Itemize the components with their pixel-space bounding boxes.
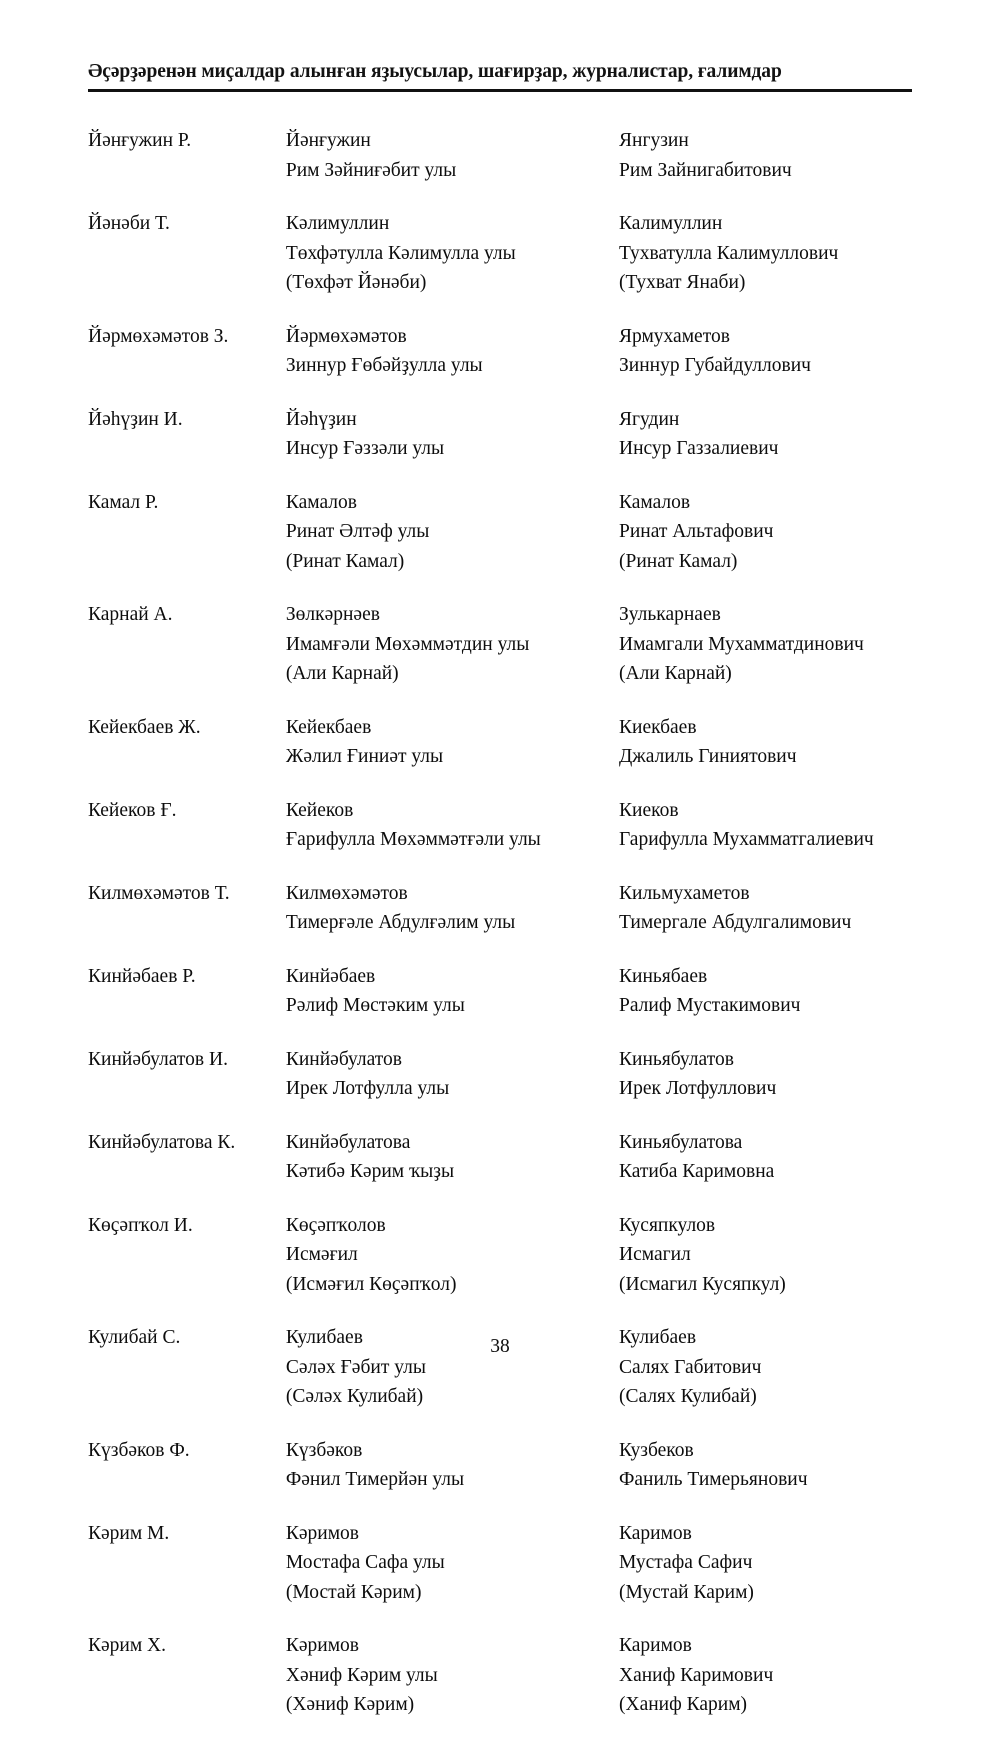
name-line: Ғарифулла Мөхәммәтғәли улы bbox=[285, 829, 541, 850]
entry-short-name bbox=[88, 1128, 286, 1211]
name-line: Ринат Әлтәф улы bbox=[285, 521, 430, 542]
name-line: Джалиль Гиниятович bbox=[619, 746, 797, 767]
name-line: Киньябулатова bbox=[619, 1131, 743, 1153]
name-line: Кәримов bbox=[285, 1522, 360, 1544]
name-line: Ягудин bbox=[619, 408, 680, 430]
name-line: Кәрим М. bbox=[88, 1522, 170, 1544]
name-line: Имамғәли Мөхәммәтдин улы bbox=[285, 633, 530, 655]
name-line: Кулибаев bbox=[619, 1327, 697, 1348]
name-line: Кинйәбулатова bbox=[285, 1131, 411, 1153]
name-line: Көҫәпҡол И. bbox=[88, 1214, 193, 1236]
name-line: Кейеков Ғ. bbox=[88, 799, 177, 821]
name-line: Рим Зайнигабитович bbox=[619, 159, 792, 181]
alias-line: (Исмагил Кусяпкул) bbox=[619, 1273, 786, 1295]
name-line: Сәләх Ғәбит улы bbox=[285, 1356, 426, 1378]
name-line: Имамгали Мухамматдинович bbox=[619, 633, 864, 655]
name-line: Кәлимуллин bbox=[285, 213, 390, 234]
name-line: Ринат Альтафович bbox=[619, 521, 774, 542]
name-line: Килмөхәмәтов Т. bbox=[88, 882, 230, 904]
name-line: Карнай А. bbox=[88, 604, 173, 625]
name-line: Кәрим Х. bbox=[88, 1635, 167, 1656]
entry-short-name bbox=[88, 322, 286, 405]
alias-line: (Ринат Камал) bbox=[619, 550, 738, 572]
name-line: Кильмухаметов bbox=[619, 882, 750, 904]
table-row bbox=[88, 600, 936, 713]
entry-russian-name bbox=[619, 126, 936, 209]
name-line: Кәримов bbox=[285, 1635, 360, 1656]
name-line: Каримов bbox=[619, 1522, 692, 1544]
entry-russian-name bbox=[619, 879, 936, 962]
entry-short-name bbox=[88, 126, 286, 209]
name-index-table bbox=[88, 126, 936, 1744]
entry-bashkir-name bbox=[286, 1045, 619, 1128]
alias-line: (Ринат Камал) bbox=[285, 550, 405, 572]
entry-russian-name bbox=[619, 600, 936, 713]
entry-short-name bbox=[88, 1045, 286, 1128]
name-line: Исмәғил bbox=[285, 1244, 358, 1265]
name-line: Киньябулатов bbox=[619, 1048, 734, 1070]
entry-short-name bbox=[88, 713, 286, 796]
entry-short-name bbox=[88, 405, 286, 488]
entry-bashkir-name bbox=[286, 488, 619, 601]
name-line: Кинйәбаев bbox=[285, 965, 376, 987]
name-line: Ирек Лотфулла улы bbox=[285, 1078, 450, 1099]
alias-line: (Исмәғил Көҫәпҡол) bbox=[285, 1273, 457, 1295]
entry-short-name bbox=[88, 1211, 286, 1324]
alias-line: (Салях Кулибай) bbox=[619, 1386, 757, 1407]
alias-line: (Али Карнай) bbox=[619, 663, 732, 684]
name-line: Кузбеков bbox=[619, 1439, 694, 1461]
entry-russian-name bbox=[619, 713, 936, 796]
entry-bashkir-name bbox=[286, 713, 619, 796]
entry-bashkir-name bbox=[286, 1211, 619, 1324]
name-line: Кинйәбулатов bbox=[285, 1048, 403, 1070]
name-line: Күзбәков bbox=[285, 1439, 363, 1461]
page-number: 38 bbox=[490, 1336, 510, 1357]
name-line: Төхфәтулла Кәлимулла улы bbox=[285, 242, 516, 264]
table-row bbox=[88, 126, 936, 209]
alias-line: (Мостай Кәрим) bbox=[285, 1581, 422, 1603]
table-row bbox=[88, 405, 936, 488]
entry-short-name bbox=[88, 600, 286, 713]
alias-line: (Тухват Янаби) bbox=[619, 272, 746, 293]
name-line: Янгузин bbox=[619, 130, 689, 151]
name-line: Киекбаев bbox=[619, 716, 697, 738]
entry-bashkir-name bbox=[286, 126, 619, 209]
name-line: Тухватулла Калимуллович bbox=[619, 242, 839, 264]
name-line: Жәлил Ғиниәт улы bbox=[285, 746, 444, 767]
table-row bbox=[88, 322, 936, 405]
entry-russian-name bbox=[619, 1436, 936, 1519]
table-row bbox=[88, 1128, 936, 1211]
name-line: Кусяпкулов bbox=[619, 1214, 716, 1236]
entry-russian-name bbox=[619, 405, 936, 488]
name-line: Ханиф Каримович bbox=[619, 1664, 774, 1686]
entry-bashkir-name bbox=[286, 405, 619, 488]
table-row bbox=[88, 1436, 936, 1519]
name-line: Тимерғәле Абдулғәлим улы bbox=[285, 912, 516, 933]
name-line: Йәһүҙин bbox=[285, 408, 357, 430]
entry-bashkir-name bbox=[286, 962, 619, 1045]
entry-bashkir-name bbox=[286, 1436, 619, 1519]
name-line: Камал Р. bbox=[88, 491, 159, 513]
entry-russian-name bbox=[619, 1045, 936, 1128]
name-line: Кейекбаев bbox=[285, 716, 372, 738]
name-line: Инсур Ғәззәли улы bbox=[285, 438, 445, 459]
name-line: Кулибай С. bbox=[88, 1327, 181, 1348]
name-line: Рим Зәйниғәбит улы bbox=[285, 159, 457, 181]
entry-russian-name bbox=[619, 209, 936, 322]
entry-bashkir-name bbox=[286, 879, 619, 962]
table-row bbox=[88, 1045, 936, 1128]
name-line: Көҫәпҡолов bbox=[285, 1214, 386, 1236]
entry-bashkir-name bbox=[286, 1631, 619, 1744]
header-divider bbox=[88, 89, 912, 92]
entry-short-name bbox=[88, 962, 286, 1045]
name-line: Ирек Лотфуллович bbox=[619, 1078, 777, 1099]
alias-line: (Сәләх Кулибай) bbox=[285, 1386, 424, 1407]
entry-bashkir-name bbox=[286, 209, 619, 322]
name-line: Мостафа Сафа улы bbox=[285, 1552, 445, 1573]
table-row bbox=[88, 1631, 936, 1744]
name-line: Йәнәби Т. bbox=[88, 213, 170, 234]
alias-line: (Хәниф Кәрим) bbox=[285, 1694, 415, 1715]
name-line: Фаниль Тимерьянович bbox=[619, 1469, 808, 1490]
table-row bbox=[88, 796, 936, 879]
table-row bbox=[88, 1211, 936, 1324]
table-row bbox=[88, 488, 936, 601]
entry-russian-name bbox=[619, 796, 936, 879]
entry-russian-name bbox=[619, 1631, 936, 1744]
table-row bbox=[88, 879, 936, 962]
name-line: Йәнғужин Р. bbox=[88, 130, 192, 151]
entry-short-name bbox=[88, 1631, 286, 1744]
name-line: Кейекбаев Ж. bbox=[88, 716, 201, 738]
name-line: Кинйәбулатова К. bbox=[88, 1131, 236, 1153]
entry-russian-name bbox=[619, 488, 936, 601]
name-line: Йәнғужин bbox=[285, 130, 371, 151]
name-line: Ярмухаметов bbox=[619, 325, 730, 347]
name-line: Фәнил Тимерйән улы bbox=[285, 1469, 465, 1490]
alias-line: (Мустай Карим) bbox=[619, 1581, 754, 1603]
entry-russian-name bbox=[619, 1519, 936, 1632]
name-line: Салях Габитович bbox=[619, 1356, 762, 1378]
name-line: Мустафа Сафич bbox=[619, 1552, 753, 1573]
name-line: Калимуллин bbox=[619, 213, 723, 234]
name-line: Кинйәбаев Р. bbox=[88, 965, 196, 987]
page-title: Әҫәрҙәренән миҫалдар алынған яҙыусылар, шағирҙар, журналистар, ғалимдар bbox=[88, 61, 782, 82]
name-line: Катиба Каримовна bbox=[619, 1161, 775, 1182]
name-line: Йәрмөхәмәтов bbox=[285, 325, 407, 347]
entry-bashkir-name bbox=[286, 600, 619, 713]
entry-russian-name bbox=[619, 962, 936, 1045]
entry-russian-name bbox=[619, 1128, 936, 1211]
entry-short-name bbox=[88, 209, 286, 322]
name-line: Йәрмөхәмәтов З. bbox=[88, 325, 229, 347]
entry-russian-name bbox=[619, 322, 936, 405]
page-header bbox=[88, 60, 912, 92]
alias-line: (Төхфәт Йәнәби) bbox=[285, 272, 427, 293]
name-line: Рәлиф Мөстәким улы bbox=[285, 995, 465, 1016]
name-line: Камалов bbox=[619, 491, 691, 513]
alias-line: (Ханиф Карим) bbox=[619, 1694, 748, 1715]
name-line: Тимергале Абдулгалимович bbox=[619, 912, 852, 933]
entry-short-name bbox=[88, 1519, 286, 1632]
index-rows bbox=[88, 126, 936, 1744]
name-line: Күзбәков Ф. bbox=[88, 1439, 190, 1461]
name-line: Хәниф Кәрим улы bbox=[285, 1664, 438, 1686]
name-line: Зөлкәрнәев bbox=[285, 604, 380, 625]
name-line: Зиннур Губайдуллович bbox=[619, 355, 811, 376]
name-line: Гарифулла Мухамматгалиевич bbox=[619, 829, 874, 850]
entry-short-name bbox=[88, 488, 286, 601]
entry-short-name bbox=[88, 796, 286, 879]
table-row bbox=[88, 962, 936, 1045]
table-row bbox=[88, 1519, 936, 1632]
entry-short-name bbox=[88, 1436, 286, 1519]
name-line: Кәтибә Кәрим ҡыҙы bbox=[285, 1161, 455, 1182]
name-line: Ралиф Мустакимович bbox=[619, 995, 801, 1016]
alias-line: (Али Карнай) bbox=[285, 663, 399, 684]
name-line: Кинйәбулатов И. bbox=[88, 1048, 228, 1070]
name-line: Кулибаев bbox=[285, 1327, 363, 1348]
name-line: Исмагил bbox=[619, 1244, 691, 1265]
name-line: Инсур Газзалиевич bbox=[619, 438, 779, 459]
entry-bashkir-name bbox=[286, 796, 619, 879]
name-line: Йәһүҙин И. bbox=[88, 408, 183, 430]
name-line: Киньябаев bbox=[619, 965, 708, 987]
name-line: Зиннур Ғөбәйҙулла улы bbox=[285, 355, 483, 376]
entry-bashkir-name bbox=[286, 1128, 619, 1211]
entry-bashkir-name bbox=[286, 322, 619, 405]
entry-short-name bbox=[88, 879, 286, 962]
table-row bbox=[88, 209, 936, 322]
name-line: Камалов bbox=[285, 491, 357, 513]
name-line: Килмөхәмәтов bbox=[285, 882, 408, 904]
name-line: Зулькарнаев bbox=[619, 604, 721, 625]
name-line: Кейеков bbox=[285, 799, 354, 821]
entry-bashkir-name bbox=[286, 1519, 619, 1632]
name-line: Каримов bbox=[619, 1635, 692, 1656]
name-line: Киеков bbox=[619, 799, 679, 821]
entry-russian-name bbox=[619, 1211, 936, 1324]
table-row bbox=[88, 713, 936, 796]
